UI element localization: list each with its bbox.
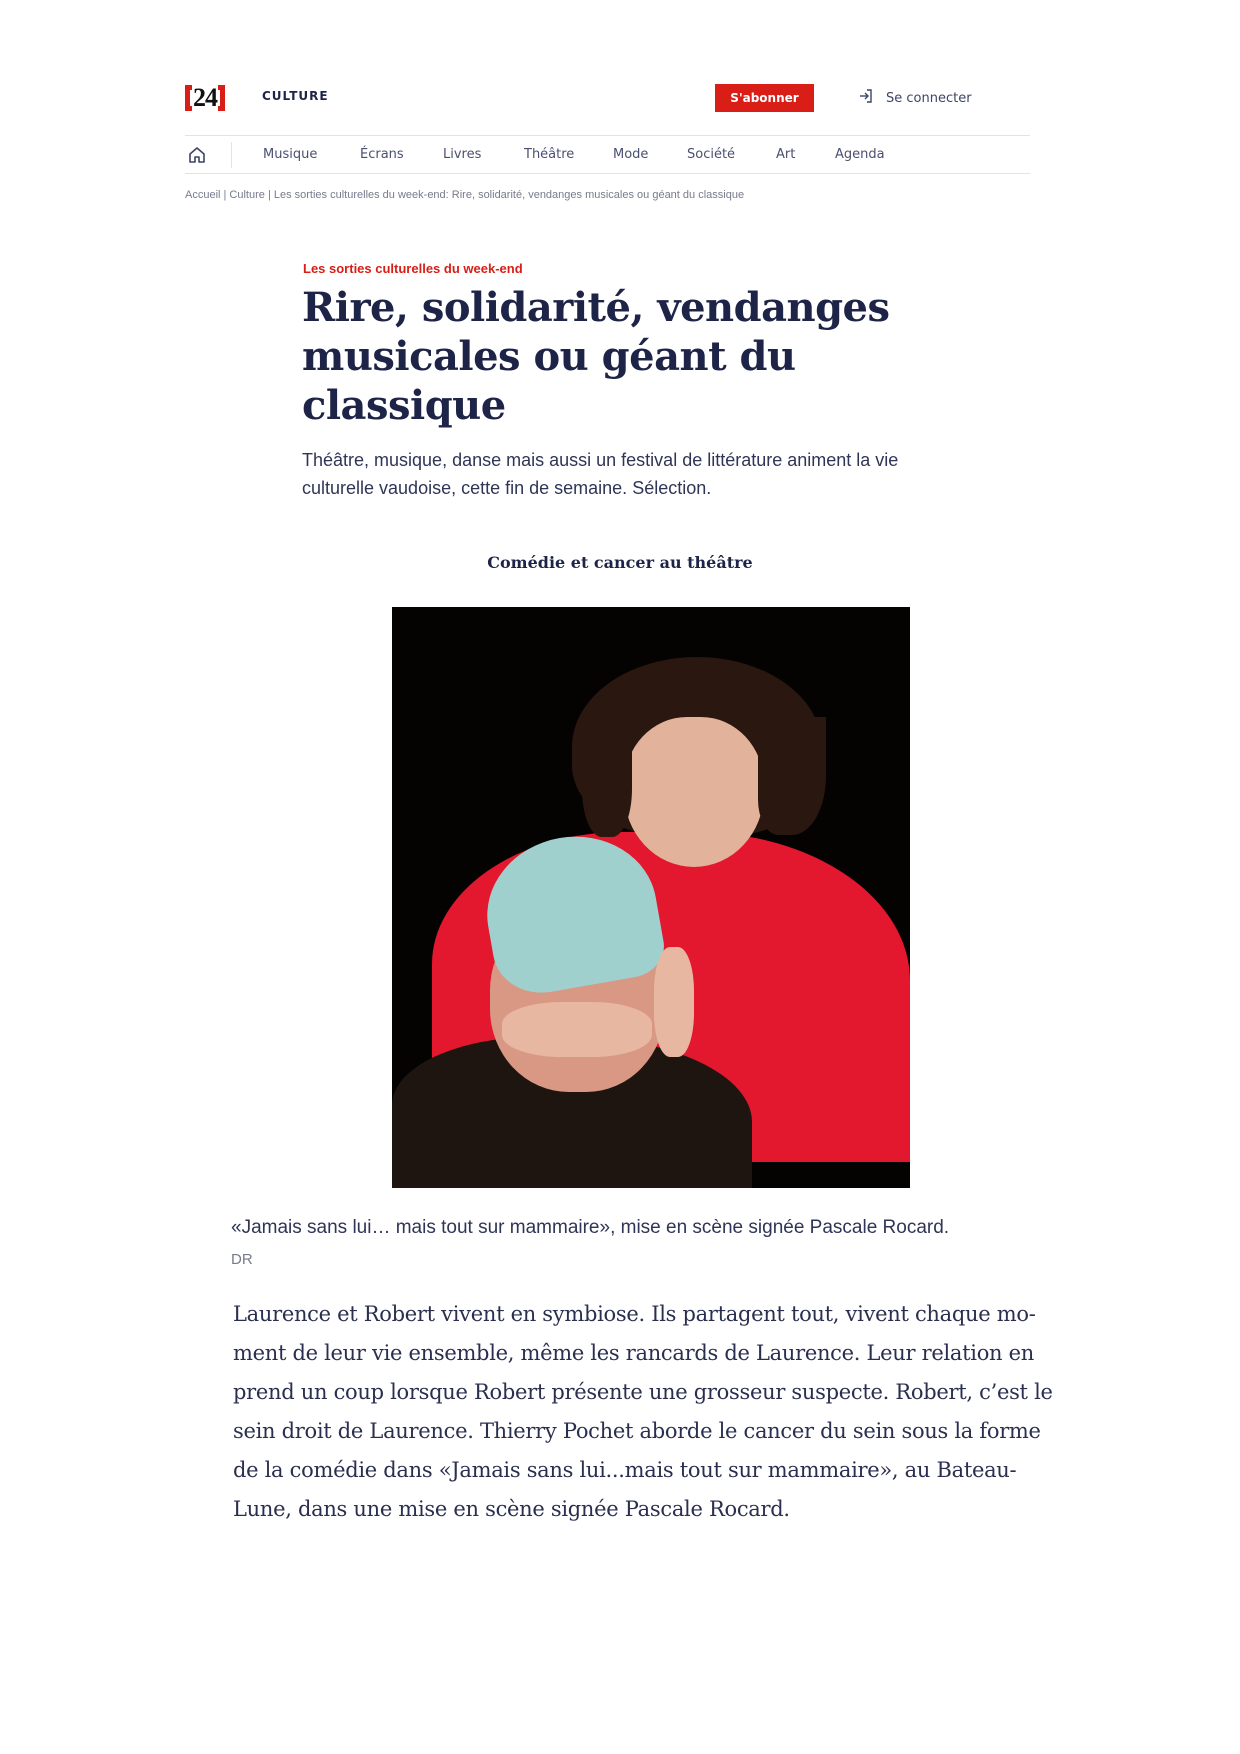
article-body bbox=[233, 1295, 1095, 1529]
body-line: Laurence et Robert vivent en symbiose. Ils partagent tout, vivent chaque mo- bbox=[233, 1302, 1036, 1326]
photo-credit: DR bbox=[231, 1251, 253, 1268]
login-label: Se connecter bbox=[886, 90, 972, 106]
title-line: musicales ou géant du bbox=[302, 333, 796, 380]
article-photo bbox=[392, 607, 910, 1188]
nav-item-theatre[interactable]: Théâtre bbox=[524, 147, 575, 162]
title-line: classique bbox=[302, 382, 506, 429]
body-line: prend un coup lorsque Robert présente une grosseur suspecte. Robert, c’est le bbox=[233, 1380, 1053, 1404]
site-logo[interactable] bbox=[185, 84, 225, 111]
body-line: Lune, dans une mise en scène signée Pascale Rocard. bbox=[233, 1497, 790, 1521]
section-heading: Comédie et cancer au théâtre bbox=[487, 553, 753, 572]
body-line: ment de leur vie ensemble, même les rancards de Laurence. Leur relation en bbox=[233, 1341, 1034, 1365]
nav-item-ecrans[interactable]: Écrans bbox=[360, 147, 404, 162]
nav-item-agenda[interactable]: Agenda bbox=[835, 147, 885, 162]
section-label[interactable]: CULTURE bbox=[262, 89, 329, 103]
body-line: de la comédie dans «Jamais sans lui...mais tout sur mammaire», au Bateau- bbox=[233, 1458, 1017, 1482]
nav-item-musique[interactable]: Musique bbox=[263, 147, 318, 162]
article-lead: Théâtre, musique, danse mais aussi un festival de littérature animent la vie culturelle vaudoise, cette fin de semaine. Sélection. bbox=[302, 450, 899, 498]
login-icon bbox=[858, 88, 874, 108]
article-title bbox=[302, 283, 922, 430]
nav-item-livres[interactable]: Livres bbox=[443, 147, 482, 162]
login-link[interactable] bbox=[858, 88, 972, 108]
main-nav bbox=[185, 135, 1030, 174]
nav-item-mode[interactable]: Mode bbox=[613, 147, 649, 162]
nav-item-societe[interactable]: Société bbox=[687, 147, 736, 162]
breadcrumb[interactable]: Accueil | Culture | Les sorties culturelles du week-end: Rire, solidarité, vendanges musicales ou géant du classique bbox=[185, 189, 745, 201]
photo-caption: «Jamais sans lui… mais tout sur mammaire», mise en scène signée Pascale Rocard. bbox=[231, 1217, 950, 1238]
logo-bracket-left bbox=[185, 85, 192, 111]
home-icon bbox=[187, 145, 207, 165]
body-line: sein droit de Laurence. Thierry Pochet aborde le cancer du sein sous la forme bbox=[233, 1419, 1041, 1443]
article-kicker[interactable]: Les sorties culturelles du week-end bbox=[303, 261, 523, 276]
nav-divider bbox=[231, 142, 232, 168]
home-button[interactable] bbox=[187, 144, 209, 166]
subscribe-button[interactable]: S'abonner bbox=[715, 84, 814, 112]
logo-bracket-right bbox=[218, 85, 225, 111]
logo-text: 24 bbox=[193, 82, 217, 112]
title-line: Rire, solidarité, vendanges bbox=[302, 284, 890, 331]
nav-item-art[interactable]: Art bbox=[776, 147, 796, 162]
